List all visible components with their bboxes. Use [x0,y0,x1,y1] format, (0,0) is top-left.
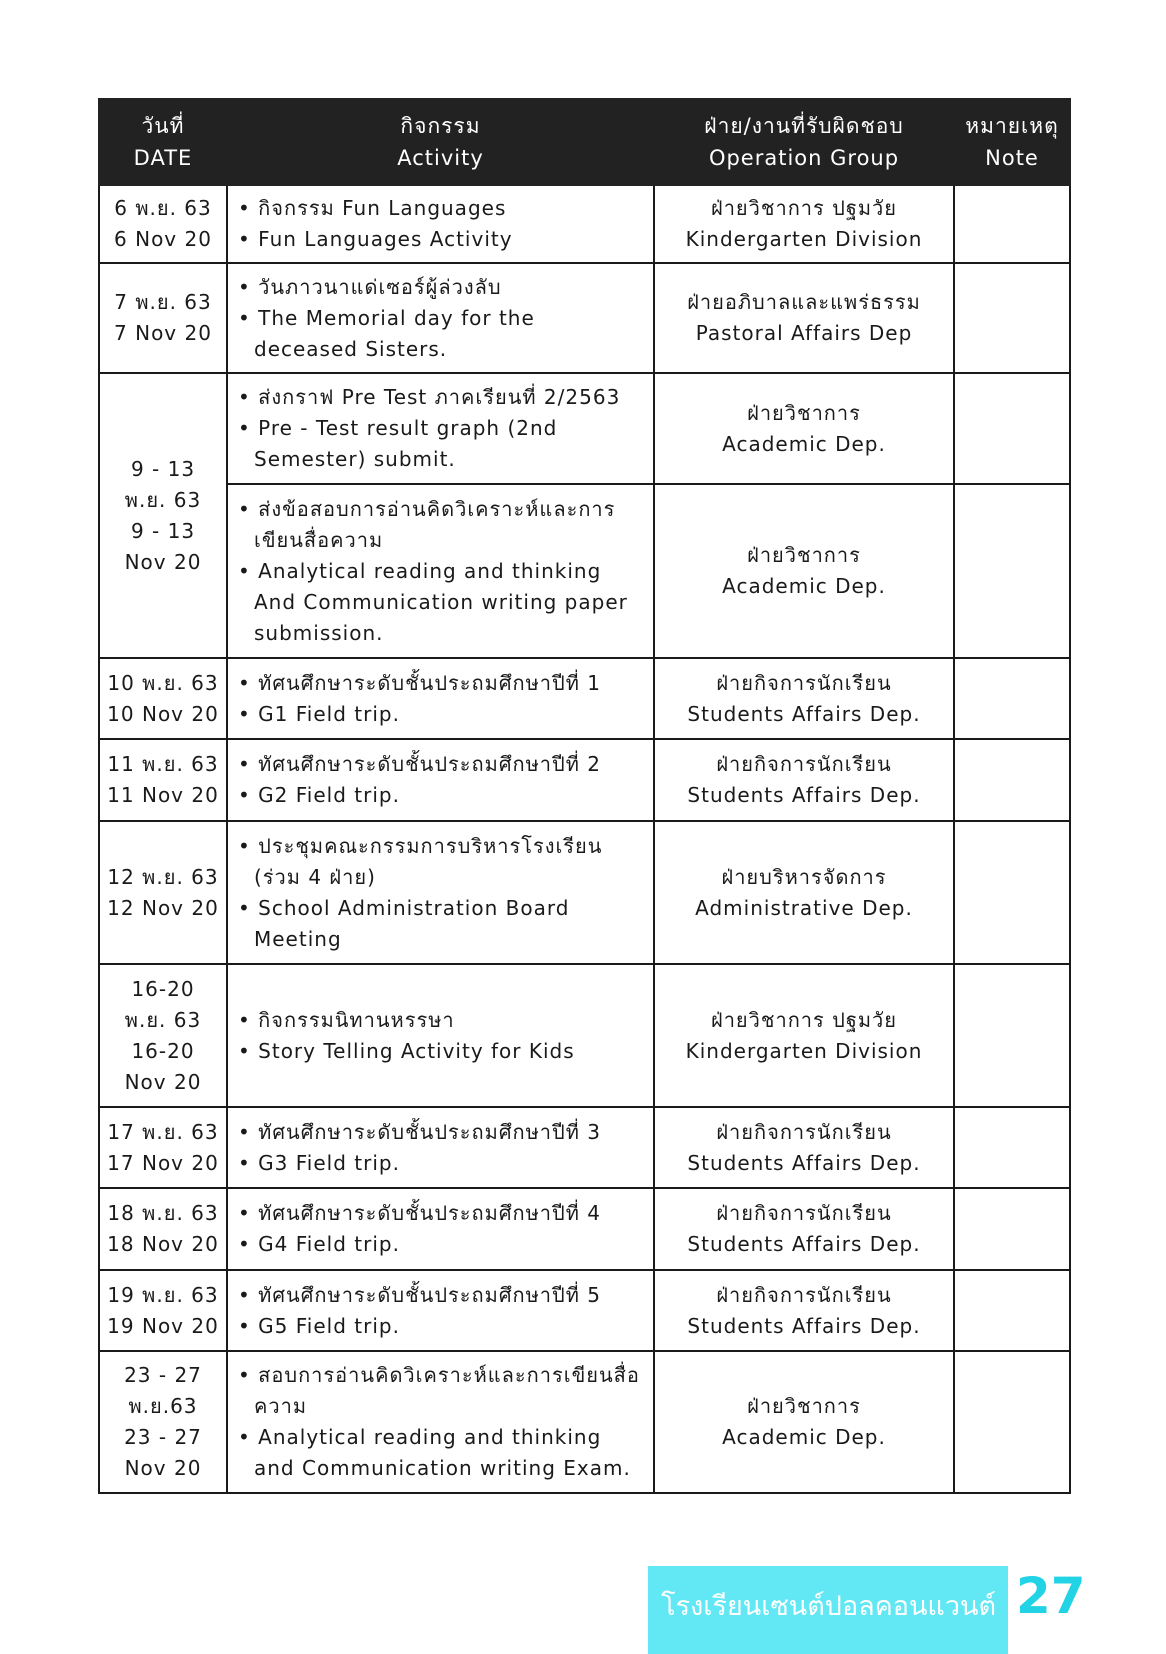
header-note-en: Note [985,146,1039,170]
activity-item: • ส่งกราฟ Pre Test ภาคเรียนที่ 2/2563 [238,382,643,413]
note-cell [954,739,1070,821]
date-line: 11 Nov 20 [107,783,219,807]
footer-bar [648,1566,1008,1654]
date-cell [99,1270,227,1351]
note-cell [954,263,1070,373]
activity-item: • สอบการอ่านคิดวิเคราะห์และการเขียนสื่อความ [238,1360,643,1422]
date-line: 18 พ.ย. 63 [107,1201,219,1225]
date-line: 10 Nov 20 [107,701,219,726]
group-th: ฝ่ายบริหารจัดการ [721,864,887,889]
activity-cell [227,263,654,373]
group-en: Academic Dep. [722,431,886,456]
page-number: 27 [1016,1567,1086,1625]
date-line: 12 Nov 20 [107,895,219,920]
group-th: ฝ่ายกิจการนักเรียน [716,1119,892,1144]
group-en: Students Affairs Dep. [687,701,921,726]
activity-item: • G1 Field trip. [238,699,643,730]
date-line: 23 - 27 [124,1363,202,1387]
date-cell [99,964,227,1107]
date-line: 7 Nov 20 [114,321,212,345]
activity-item: • School Administration Board Meeting [238,893,643,955]
header-date-th: วันที่ [141,114,185,138]
date-line: พ.ย.63 [128,1394,198,1418]
date-line: Nov 20 [124,549,202,574]
date-line: 11 พ.ย. 63 [107,752,219,776]
group-th: ฝ่ายวิชาการ [747,543,861,567]
date-line: 23 - 27 [124,1425,202,1449]
activity-cell [227,1351,654,1493]
date-cell [99,263,227,373]
date-line: 6 Nov 20 [114,227,212,251]
table-row [99,658,1070,739]
header-activity [227,99,654,185]
note-cell [954,185,1070,263]
note-cell [954,484,1070,658]
activity-cell [227,658,654,739]
date-line: 17 พ.ย. 63 [107,1119,219,1144]
table-row [99,1351,1070,1493]
group-th: ฝ่ายกิจการนักเรียน [716,1201,892,1225]
table-row [99,964,1070,1107]
group-th: ฝ่ายวิชาการ [747,1394,861,1418]
activity-item: • ประชุมคณะกรรมการบริหารโรงเรียน (ร่วม 4 ฝ่าย) [238,831,643,893]
date-cell [99,821,227,964]
activity-item: • G5 Field trip. [238,1311,643,1342]
date-line: 10 พ.ย. 63 [107,670,219,695]
activity-item: • Fun Languages Activity [238,224,643,255]
group-cell [654,484,954,658]
group-cell [654,373,954,484]
group-en: Students Affairs Dep. [687,1150,921,1175]
date-line: 19 พ.ย. 63 [107,1282,219,1307]
group-th: ฝ่ายวิชาการ ปฐมวัย [710,196,897,220]
date-line: 16-20 [131,1038,195,1063]
table-header-row [99,99,1070,185]
note-cell [954,1188,1070,1270]
group-cell [654,739,954,821]
group-cell [654,185,954,263]
group-en: Kindergarten Division [685,227,923,251]
date-line: 9 - 13 [130,456,196,481]
group-cell [654,263,954,373]
group-en: Pastoral Affairs Dep [695,321,913,345]
table-row [99,484,1070,658]
date-cell [99,1188,227,1270]
activity-item: • ทัศนศึกษาระดับชั้นประถมศึกษาปีที่ 5 [238,1280,643,1311]
date-line: 16-20 [131,976,195,1001]
activity-item: • ส่งข้อสอบการอ่านคิดวิเคราะห์และการเขียนสื่อความ [238,494,643,556]
table-row [99,1107,1070,1188]
date-line: พ.ย. 63 [124,1007,202,1032]
activity-cell [227,821,654,964]
activity-cell [227,484,654,658]
header-date [99,99,227,185]
activity-item: • Analytical reading and thinking And Communication writing paper submission. [238,556,643,649]
table-row [99,1270,1070,1351]
note-cell [954,373,1070,484]
date-line: 18 Nov 20 [107,1232,219,1256]
activity-item: • Story Telling Activity for Kids [238,1036,643,1067]
activity-cell [227,373,654,484]
date-line: 9 - 13 [130,518,196,543]
note-cell [954,1270,1070,1351]
activity-cell [227,739,654,821]
activity-item: • G2 Field trip. [238,780,643,811]
header-date-en: DATE [133,146,193,170]
note-cell [954,964,1070,1107]
group-en: Academic Dep. [722,574,886,598]
date-line: 7 พ.ย. 63 [114,290,212,314]
activity-cell [227,185,654,263]
header-note-th: หมายเหตุ [965,114,1059,138]
table-row [99,821,1070,964]
group-th: ฝ่ายกิจการนักเรียน [716,752,892,776]
date-line: พ.ย. 63 [124,487,202,512]
note-cell [954,1107,1070,1188]
header-note [954,99,1070,185]
group-th: ฝ่ายอภิบาลและแพร่ธรรม [687,290,921,314]
group-en: Students Affairs Dep. [687,1232,921,1256]
date-cell [99,658,227,739]
group-th: ฝ่ายวิชาการ [747,400,861,425]
group-cell [654,1107,954,1188]
note-cell [954,1351,1070,1493]
activity-cell [227,964,654,1107]
activity-item: • กิจกรรม Fun Languages [238,193,643,224]
note-cell [954,821,1070,964]
activity-item: • Pre - Test result graph (2nd Semester) submit. [238,413,643,475]
activity-item: • The Memorial day for the deceased Sisters. [238,303,643,365]
group-en: Administrative Dep. [695,895,913,920]
activity-item: • ทัศนศึกษาระดับชั้นประถมศึกษาปีที่ 2 [238,749,643,780]
activity-item: • Analytical reading and thinking and Communication writing Exam. [238,1422,643,1484]
note-cell [954,658,1070,739]
date-cell [99,373,227,658]
activity-item: • ทัศนศึกษาระดับชั้นประถมศึกษาปีที่ 1 [238,668,643,699]
date-line: 19 Nov 20 [107,1313,219,1338]
date-line: Nov 20 [124,1456,202,1480]
activity-item: • วันภาวนาแด่เซอร์ผู้ล่วงลับ [238,272,643,303]
table-row [99,739,1070,821]
group-en: Kindergarten Division [685,1038,923,1063]
date-cell [99,739,227,821]
activity-item: • ทัศนศึกษาระดับชั้นประถมศึกษาปีที่ 4 [238,1198,643,1229]
activity-item: • ทัศนศึกษาระดับชั้นประถมศึกษาปีที่ 3 [238,1117,643,1148]
table-row [99,263,1070,373]
date-line: 6 พ.ย. 63 [114,196,212,220]
header-group-en: Operation Group [708,146,900,170]
footer-school-name: โรงเรียนเซนต์ปอลคอนแวนต์ [661,1591,996,1622]
date-line: Nov 20 [124,1069,202,1094]
group-en: Students Affairs Dep. [687,1313,921,1338]
date-cell [99,185,227,263]
group-th: ฝ่ายกิจการนักเรียน [716,670,892,695]
activity-item: • กิจกรรมนิทานหรรษา [238,1005,643,1036]
group-cell [654,1270,954,1351]
header-activity-th: กิจกรรม [400,114,481,138]
activity-item: • G4 Field trip. [238,1229,643,1260]
schedule-table [98,98,1071,1494]
group-th: ฝ่ายวิชาการ ปฐมวัย [710,1007,897,1032]
group-th: ฝ่ายกิจการนักเรียน [716,1282,892,1307]
activity-item: • G3 Field trip. [238,1148,643,1179]
table-row [99,1188,1070,1270]
date-cell [99,1351,227,1493]
table-row [99,373,1070,484]
header-activity-en: Activity [397,146,484,170]
activity-cell [227,1270,654,1351]
header-group [654,99,954,185]
group-cell [654,821,954,964]
table-row [99,185,1070,263]
activity-cell [227,1188,654,1270]
date-line: 12 พ.ย. 63 [107,864,219,889]
group-cell [654,1188,954,1270]
group-cell [654,1351,954,1493]
activity-cell [227,1107,654,1188]
group-en: Academic Dep. [722,1425,886,1449]
group-en: Students Affairs Dep. [687,783,921,807]
group-cell [654,658,954,739]
group-cell [654,964,954,1107]
date-line: 17 Nov 20 [107,1150,219,1175]
header-group-th: ฝ่าย/งานที่รับผิดชอบ [704,114,904,138]
date-cell [99,1107,227,1188]
